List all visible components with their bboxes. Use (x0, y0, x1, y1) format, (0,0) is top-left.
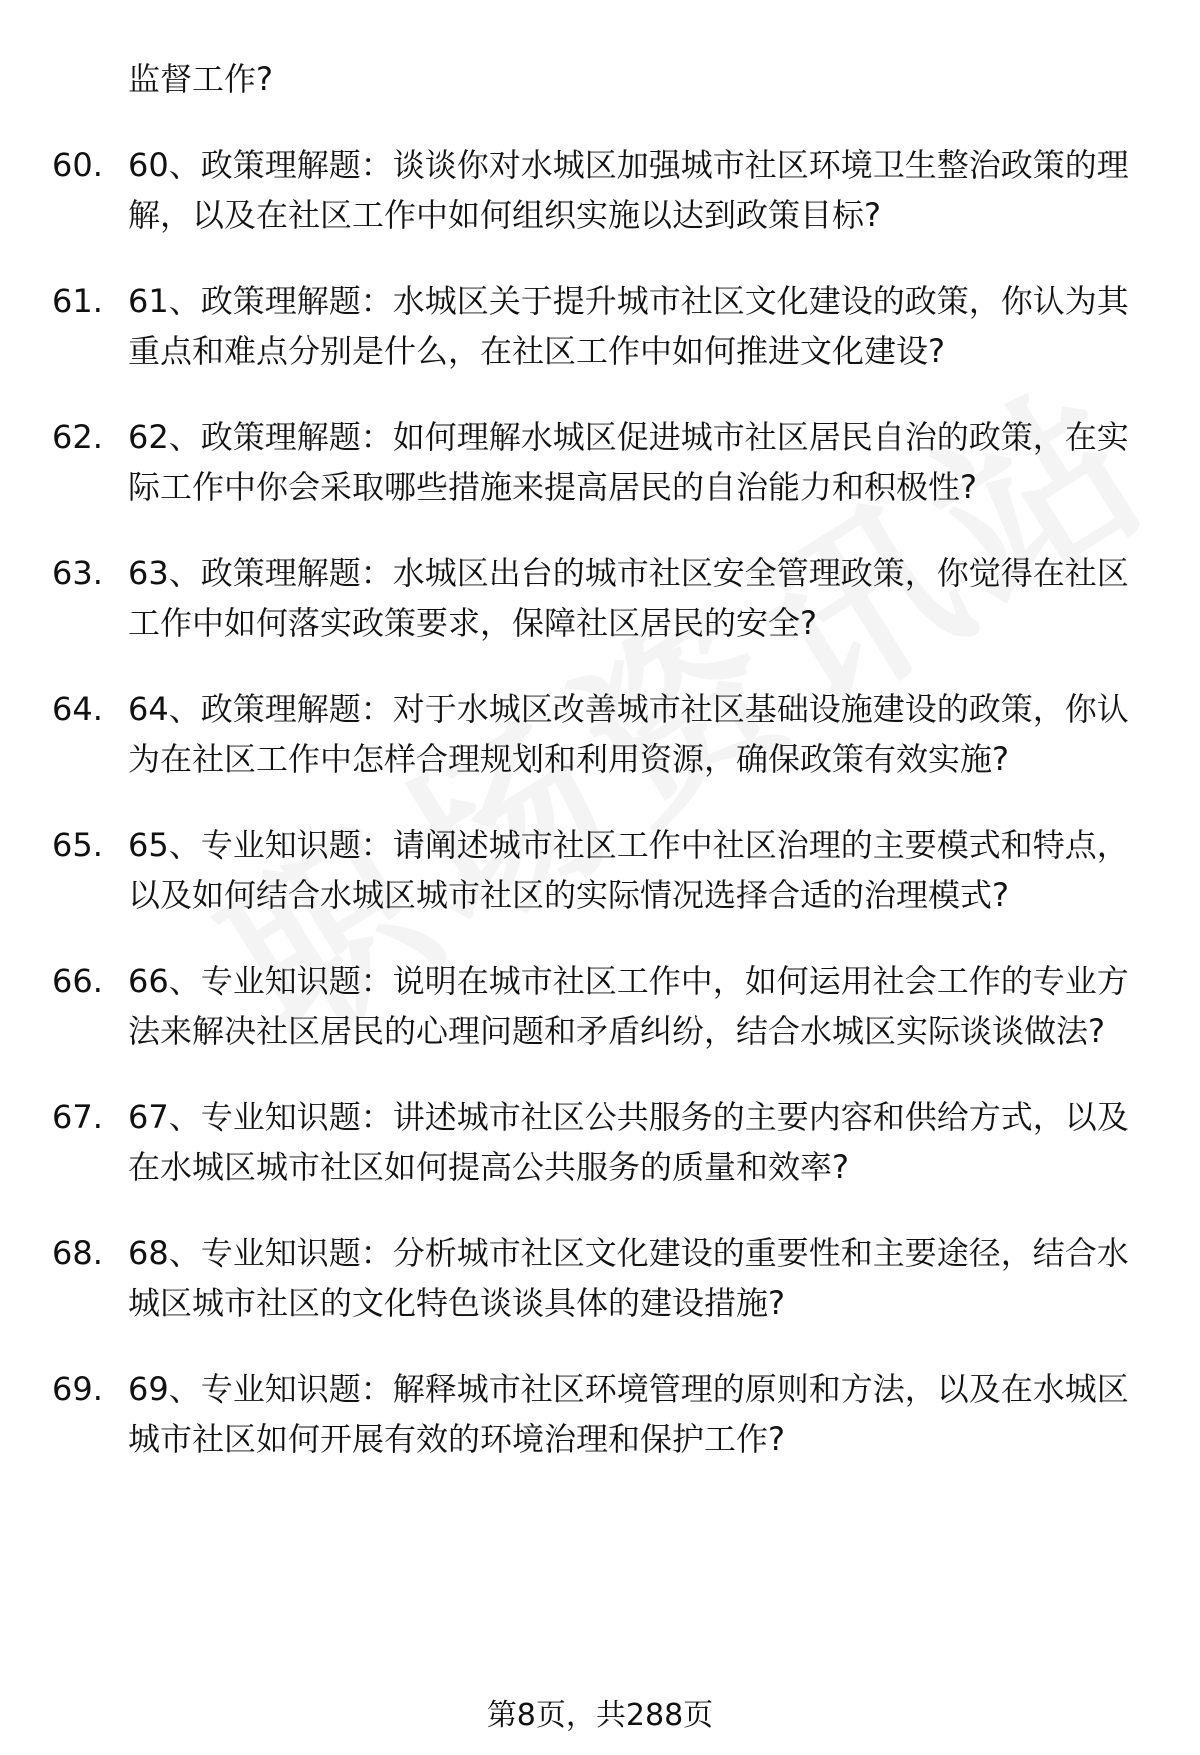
question-item-68 (52, 1228, 1152, 1328)
question-item-65 (52, 820, 1152, 920)
question-item-66 (52, 956, 1152, 1056)
question-text: 67、专业知识题：讲述城市社区公共服务的主要内容和供给方式，以及在水城区城市社区如何提高公共服务的质量和效率? (128, 1098, 1129, 1186)
question-item-64 (52, 684, 1152, 784)
question-item-63 (52, 548, 1152, 648)
question-number: 62. (52, 418, 103, 456)
question-number: 65. (52, 826, 103, 864)
question-continuation (128, 54, 1152, 104)
question-number: 61. (52, 282, 103, 320)
question-item-62 (52, 412, 1152, 512)
question-number: 63. (52, 554, 103, 592)
question-text: 监督工作? (128, 60, 273, 98)
question-number: 67. (52, 1098, 103, 1136)
question-text: 61、政策理解题：水城区关于提升城市社区文化建设的政策，你认为其重点和难点分别是什么，在社区工作中如何推进文化建设? (128, 282, 1129, 370)
page-footer: 第8页，共288页 (486, 1698, 714, 1733)
question-number: 66. (52, 962, 103, 1000)
question-item-60 (52, 140, 1152, 240)
question-text: 63、政策理解题：水城区出台的城市社区安全管理政策，你觉得在社区工作中如何落实政策要求，保障社区居民的安全? (128, 554, 1129, 642)
question-item-67 (52, 1092, 1152, 1192)
question-number: 64. (52, 690, 103, 728)
question-item-69 (52, 1364, 1152, 1464)
question-number: 60. (52, 146, 103, 184)
question-text: 62、政策理解题：如何理解水城区促进城市社区居民自治的政策，在实际工作中你会采取哪些措施来提高居民的自治能力和积极性? (128, 418, 1129, 506)
question-text: 66、专业知识题：说明在城市社区工作中，如何运用社会工作的专业方法来解决社区居民的心理问题和矛盾纠纷，结合水城区实际谈谈做法? (128, 962, 1129, 1050)
question-number: 68. (52, 1234, 103, 1272)
question-number: 69. (52, 1370, 103, 1408)
question-item-61 (52, 276, 1152, 376)
question-text: 60、政策理解题：谈谈你对水城区加强城市社区环境卫生整治政策的理解，以及在社区工作中如何组织实施以达到政策目标? (128, 146, 1129, 234)
question-text: 64、政策理解题：对于水城区改善城市社区基础设施建设的政策，你认为在社区工作中怎样合理规划和利用资源，确保政策有效实施? (128, 690, 1129, 778)
question-text: 69、专业知识题：解释城市社区环境管理的原则和方法，以及在水城区城市社区如何开展有效的环境治理和保护工作? (128, 1370, 1129, 1458)
question-text: 65、专业知识题：请阐述城市社区工作中社区治理的主要模式和特点，以及如何结合水城区城市社区的实际情况选择合适的治理模式? (128, 826, 1129, 914)
question-text: 68、专业知识题：分析城市社区文化建设的重要性和主要途径，结合水城区城市社区的文化特色谈谈具体的建设措施? (128, 1234, 1129, 1322)
question-list (52, 54, 1152, 1500)
